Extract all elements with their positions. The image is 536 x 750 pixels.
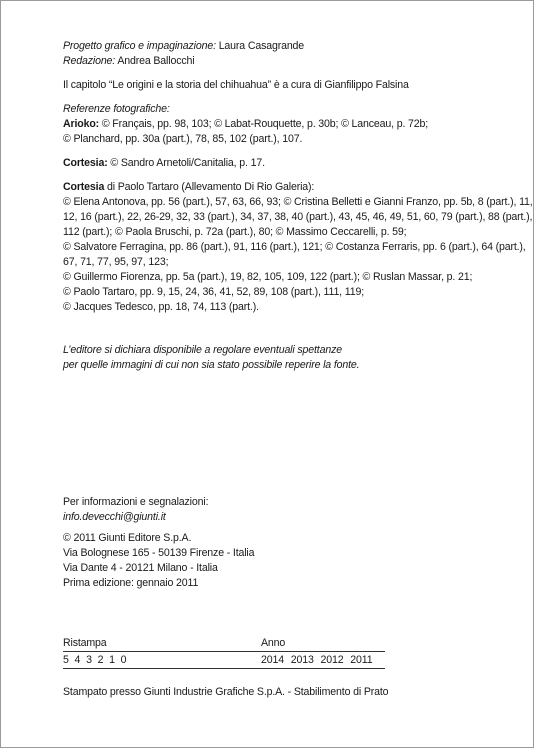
arioko-text-1: © Français, pp. 98, 103; © Labat-Rouquette, p. 30b; © Lanceau, p. 72b; [101, 118, 429, 130]
info-email[interactable]: info.devecchi@giunti.it [63, 511, 166, 523]
cortesia2-line [63, 180, 503, 195]
reprint-numbers: 5 4 3 2 1 0 [63, 654, 127, 666]
progetto-label: Progetto grafico e impaginazione: [63, 40, 216, 52]
photo-credit-line: © Jacques Tedesco, pp. 18, 74, 113 (part.). [63, 301, 259, 313]
redazione-label: Redazione: [63, 55, 116, 67]
reprint-row [63, 652, 385, 669]
info-label: Per informazioni e segnalazioni: [63, 496, 209, 508]
cortesia-value: © Sandro Arnetoli/Canitalia, p. 17. [110, 157, 265, 169]
printed-by: Stampato presso Giunti Industrie Grafiche S.p.A. - Stabilimento di Prato [63, 686, 389, 698]
reprint-years: 2014 2013 2012 2011 [261, 654, 373, 666]
publisher-line: Via Dante 4 - 20121 Milano - Italia [63, 562, 218, 574]
photo-credit-line: 12, 16 (part.), 22, 26-29, 32, 33 (part.), 34, 37, 38, 40 (part.), 43, 45, 46, 49, 51, 60, 79 (part.), 88 (part.), [63, 211, 533, 223]
referenze-heading: Referenze fotografiche: [63, 103, 170, 115]
ristampa-label: Ristampa [63, 637, 107, 649]
arioko-line-1 [63, 117, 503, 132]
progetto-value: Laura Casagrande [218, 40, 305, 52]
photo-credit-line: 112 (part.); © Paola Bruschi, p. 72a (part.), 80; © Massimo Ceccarelli, p. 59; [63, 226, 407, 238]
cortesia2-value: di Paolo Tartaro (Allevamento Di Rio Galeria): [107, 181, 315, 193]
publisher-line: Prima edizione: gennaio 2011 [63, 577, 199, 589]
cortesia-line [63, 156, 503, 171]
cortesia-label: Cortesia: [63, 157, 108, 169]
photo-credit-line: © Paolo Tartaro, pp. 9, 15, 24, 36, 41, 52, 89, 108 (part.), 111, 119; [63, 286, 365, 298]
disclaimer-line-1: L’editore si dichiara disponibile a regolare eventuali spettanze [63, 344, 342, 356]
arioko-label: Arioko: [63, 118, 100, 130]
photo-credit-line: © Salvatore Ferragina, pp. 86 (part.), 91, 116 (part.), 121; © Costanza Ferraris, pp. 6 (part.), 64 (part.), [63, 241, 526, 253]
publisher-line: Via Bolognese 165 - 50139 Firenze - Italia [63, 547, 255, 559]
publisher-block [63, 531, 254, 591]
progetto-line [63, 39, 503, 54]
disclaimer-line-2: per quelle immagini di cui non sia stato possibile reperire la fonte. [63, 359, 360, 371]
reprint-table [63, 637, 385, 669]
publisher-line: © 2011 Giunti Editore S.p.A. [63, 532, 192, 544]
redazione-value: Andrea Ballocchi [117, 55, 195, 67]
info-block [63, 495, 208, 525]
photo-credit-line: 67, 71, 77, 95, 97, 123; [63, 256, 169, 268]
arioko-line-2: © Planchard, pp. 30a (part.), 78, 85, 102 (part.), 107. [63, 133, 303, 145]
photo-credit-line: © Elena Antonova, pp. 56 (part.), 57, 63, 66, 93; © Cristina Belletti e Gianni Franzo, pp. 5b, 8 (part.), 11, [63, 196, 533, 208]
redazione-line [63, 54, 503, 69]
photo-credit-line: © Guillermo Fiorenza, pp. 5a (part.), 19, 82, 105, 109, 122 (part.); © Ruslan Massar, p. 21; [63, 271, 473, 283]
credits-block [63, 39, 533, 373]
reprint-header [63, 637, 385, 652]
anno-label: Anno [261, 637, 286, 649]
cortesia2-label: Cortesia [63, 181, 105, 193]
capitolo-line: Il capitolo “Le origini e la storia del chihuahua” è a cura di Gianfilippo Falsina [63, 79, 409, 91]
